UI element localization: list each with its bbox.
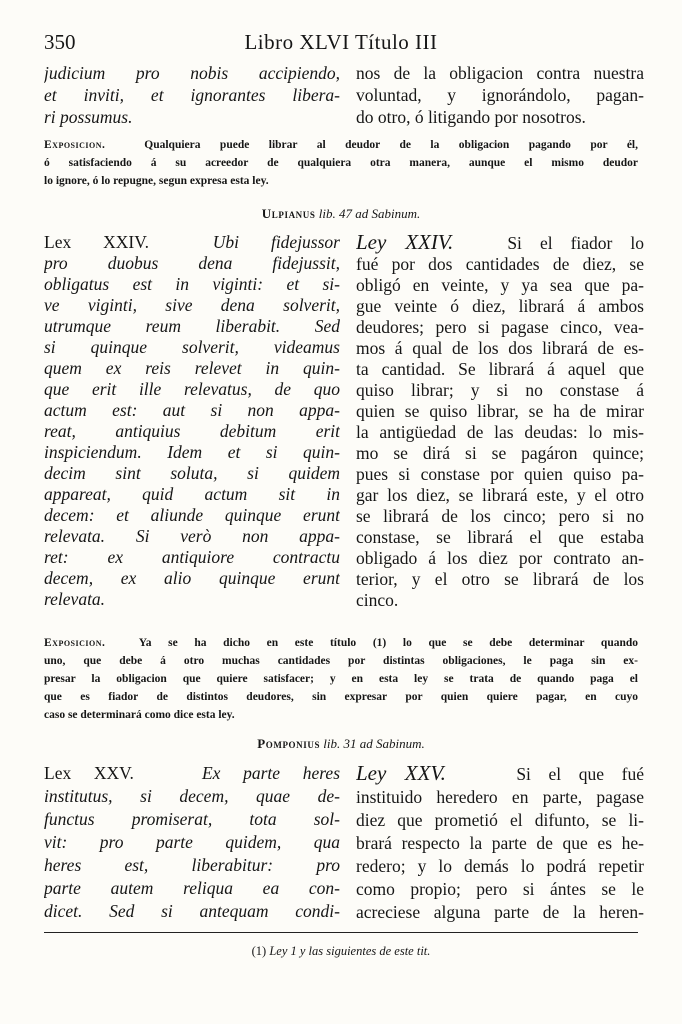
spanish-line: constase, se librará el que estaba [356, 527, 644, 547]
spanish-line: diez que prometió el difunto, se li- [356, 810, 644, 830]
exposicion-line: Qualquiera puede librar al deudor de la obligacion pagando por él, [144, 139, 638, 151]
page-header [44, 24, 638, 56]
latin-line: ri possumus. [44, 107, 133, 127]
spanish-line: gue veinte ó diez, librará á ambos [356, 296, 644, 316]
exposicion-commentary [44, 136, 638, 190]
spanish-line: instituido heredero en parte, pagase [356, 787, 644, 807]
latin-line: judicium pro nobis accipiendo, [44, 63, 340, 83]
latin-line: obligatus est in viginti: et si- [44, 274, 340, 294]
law-25 [44, 762, 644, 927]
running-head: Libro XLVI Título III [244, 30, 438, 54]
latin-line: parte autem reliqua ea con- [44, 878, 340, 898]
spanish-line: do otro, ó litigando por nosotros. [356, 107, 586, 127]
spanish-line: obligó en veinte, y ya sea que pa- [356, 275, 644, 295]
latin-line: ve viginti, sive dena solverit, [44, 295, 340, 315]
spanish-column [356, 62, 644, 128]
spanish-line: mo se dirá si se pagáron quince; [356, 443, 644, 463]
spanish-line: redero; y lo demás lo podrá repetir [356, 856, 644, 876]
spanish-line: se librará de los cinco; pero si no [356, 506, 644, 526]
exposicion-line: Ya se ha dicho en este título (1) lo que se debe determinar quando [138, 637, 638, 649]
latin-line: decem, ex alio quinque erunt [44, 568, 340, 588]
exposicion-line: que es fiador de distintos deudores, sin expresar por quien quiere pagar, en cuyo [44, 691, 638, 703]
latin-line: quem ex reis relevet in quin- [44, 358, 340, 378]
spanish-line: terior, y el otro se librará de los [356, 569, 644, 589]
exposicion-line: lo ignore, ó lo repugne, segun expresa esta ley. [44, 175, 269, 187]
spanish-line: quiso librar; y si no constase á [356, 380, 644, 400]
spanish-line: fué por dos cantidades de diez, se [356, 254, 644, 274]
law-24 [44, 232, 644, 642]
spanish-line: brará respecto la parte de que es he- [356, 833, 644, 853]
latin-line: et inviti, et ignorantes libera- [44, 85, 340, 105]
spanish-line: obligado á los diez por contrato an- [356, 548, 644, 568]
document-page [44, 24, 644, 1014]
exposicion-commentary [44, 634, 638, 724]
spanish-line: acreciese alguna parte de la heren- [356, 902, 644, 922]
spanish-line: pues si constase por quien quiso pa- [356, 464, 644, 484]
section-heading [44, 736, 638, 752]
footnote-marker: (1) [251, 944, 267, 958]
latin-line: decim sint soluta, si quidem [44, 463, 340, 483]
latin-column [44, 762, 340, 923]
footnote [44, 944, 638, 959]
latin-line: que erit ille relevatus, de quo [44, 379, 340, 399]
spanish-line: gar los diez, se librará este, y el otro [356, 485, 644, 505]
section-author: Pomponius [257, 736, 321, 751]
spanish-line: deudores; pero si pagase cinco, vea- [356, 317, 644, 337]
spanish-column [356, 762, 644, 924]
exposicion-line: presar la obligacion que quiere satisfacer; y en esta ley se trata de quando paga el [44, 673, 638, 685]
ley-label: Ley XXV. [356, 762, 446, 785]
latin-line: relevata. [44, 589, 106, 609]
latin-line: dicet. Sed si antequam condi- [44, 901, 340, 921]
spanish-line: quien se quiso librar, se ha de mirar [356, 401, 644, 421]
spanish-line: voluntad, y ignorándolo, pagan- [356, 85, 644, 105]
latin-line: reat, antiquius debitum erit [44, 421, 340, 441]
latin-line: appareat, quid actum sit in [44, 484, 340, 504]
law-continuation [44, 62, 644, 132]
latin-line: functus promiserat, tota sol- [44, 809, 340, 829]
spanish-line: ta cantidad. Se librará á aquel que [356, 359, 644, 379]
latin-column [44, 62, 340, 128]
page-number: 350 [44, 30, 76, 54]
lex-label: Lex XXV. [44, 763, 134, 783]
latin-line: relevata. Si verò non appa- [44, 526, 340, 546]
spanish-line: como propio; pero si ántes se le [356, 879, 644, 899]
latin-line: decem: et aliunde quinque erunt [44, 505, 340, 525]
exposicion-line: ó satisfaciendo á su acreedor de qualquiera otra manera, aunque el mismo deudor [44, 157, 638, 169]
latin-line: ret: ex antiquiore contractu [44, 547, 340, 567]
spanish-line: mos á qual de los dos librará de es- [356, 338, 644, 358]
footnote-divider [44, 932, 638, 933]
spanish-line: la antigüedad de las deudas: lo mis- [356, 422, 644, 442]
spanish-first-line: Ley XXV. Si el que fué [356, 762, 644, 785]
latin-line: actum est: aut si non appa- [44, 400, 340, 420]
footnote-text: Ley 1 y las siguientes de este tit. [269, 944, 431, 958]
spanish-line: cinco. [356, 590, 399, 610]
ley-label: Ley XXIV. [356, 232, 454, 254]
spanish-line: nos de la obligacion contra nuestra [356, 63, 644, 83]
exposicion-line: uno, que debe á otro muchas cantidades por distintas obligaciones, le paga sin ex- [44, 655, 638, 667]
latin-line: institutus, si decem, quae de- [44, 786, 340, 806]
spanish-column [356, 232, 644, 611]
latin-line: pro duobus dena fidejussit, [44, 253, 340, 273]
latin-line: inspiciendum. Idem et si quin- [44, 442, 340, 462]
latin-line: utrumque reum liberabit. Sed [44, 316, 340, 336]
latin-first-line: Lex XXV. Ex parte heres [44, 763, 340, 783]
section-source: lib. 47 ad Sabinum. [318, 206, 421, 221]
section-author: Ulpianus [261, 206, 316, 221]
section-source: lib. 31 ad Sabinum. [323, 736, 425, 751]
lex-label: Lex XXIV. [44, 232, 149, 252]
latin-first-line: Lex XXIV. Ubi fidejussor [44, 232, 340, 252]
latin-line: si quinque solverit, videamus [44, 337, 340, 357]
exposicion-label: Exposicion. [44, 637, 106, 649]
latin-line: heres est, liberabitur: pro [44, 855, 340, 875]
latin-column [44, 232, 340, 610]
exposicion-line: caso se determinará como dice esta ley. [44, 709, 235, 721]
latin-line: vit: pro parte quidem, qua [44, 832, 340, 852]
exposicion-label: Exposicion. [44, 139, 106, 151]
spanish-first-line: Ley XXIV. Si el fiador lo [356, 232, 644, 254]
section-heading [44, 206, 638, 222]
